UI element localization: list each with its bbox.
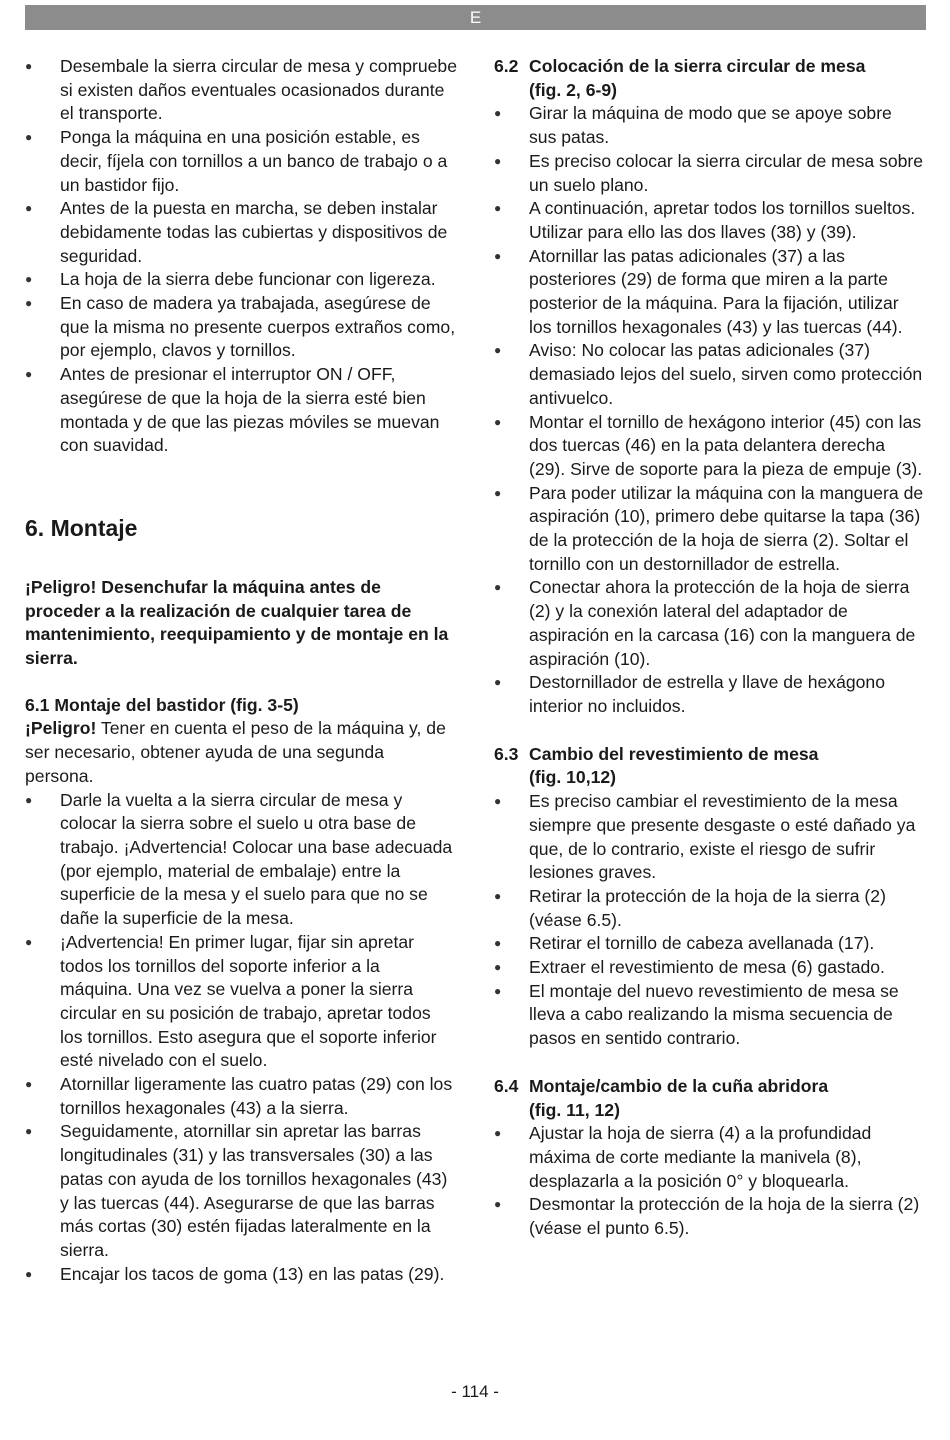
danger-label: ¡Peligro! (25, 718, 97, 739)
language-label: E (469, 8, 482, 27)
page-number: - 114 - (451, 1382, 499, 1401)
subsection-title-6-4: 6.4 Montaje/cambio de la cuña abridora (fig. 11, 12) (494, 1075, 829, 1120)
list-item: ● Atornillar ligeramente las cuatro patas (29) con los tornillos hexagonales (43) a la sierra. (25, 1073, 457, 1120)
list-item: ● Es preciso cambiar el revestimiento de la mesa siempre que presente desgaste o esté dañado ya que, de lo contrario, existe el riesgo de sufrir lesiones graves. (494, 790, 924, 885)
frame-assembly-list (25, 789, 457, 1287)
subsection-title-6-3: 6.3 Cambio del revestimiento de mesa (fig. 10,12) (494, 743, 819, 788)
list-item: ● Retirar el tornillo de cabeza avellanada (17). (494, 932, 924, 956)
language-header-bar (25, 5, 926, 30)
list-item: ● Aviso: No colocar las patas adicionales (37) demasiado lejos del suelo, sirven como protección antivuelco. (494, 339, 924, 410)
list-item: ● En caso de madera ya trabajada, asegúrese de que la misma no presente cuerpos extraños como, por ejemplo, clavos y tornillos. (25, 292, 457, 363)
table-insert-list (494, 790, 924, 1051)
list-item: ● Antes de la puesta en marcha, se deben instalar debidamente todas las cubiertas y dispositivos de seguridad. (25, 197, 457, 268)
list-item: ● Desmontar la protección de la hoja de la sierra (2) (véase el punto 6.5). (494, 1193, 924, 1240)
list-item: ● Extraer el revestimiento de mesa (6) gastado. (494, 956, 924, 980)
list-item: ● Destornillador de estrella y llave de hexágono interior no incluidos. (494, 671, 924, 718)
list-item: ● A continuación, apretar todos los tornillos sueltos. Utilizar para ello las dos llaves (38) y (39). (494, 197, 924, 244)
list-item: ● Atornillar las patas adicionales (37) a las posteriores (29) de forma que miren a la parte posterior de la máquina. Para la fijación, utilizar los tornillos hexagonales (43) y las tuercas (44). (494, 245, 924, 340)
list-item: ● Darle la vuelta a la sierra circular de mesa y colocar la sierra sobre el suelo u otra base de trabajo. ¡Advertencia! Colocar una base adecuada (por ejemplo, material de embalaje) entre la superficie de la mesa y el suelo para que no se dañe la superficie de la mesa. (25, 789, 457, 931)
list-item: ● El montaje del nuevo revestimiento de mesa se lleva a cabo realizando la misma secuencia de pasos en sentido contrario. (494, 980, 924, 1051)
list-item: ● Montar el tornillo de hexágono interior (45) con las dos tuercas (46) en la pata delantera derecha (29). Sirve de soporte para la pieza de empuje (3). (494, 411, 924, 482)
danger-paragraph (25, 717, 457, 788)
placement-list (494, 102, 924, 718)
left-column (25, 55, 457, 1286)
list-item: ● La hoja de la sierra debe funcionar con ligereza. (25, 268, 457, 292)
list-item: ● Seguidamente, atornillar sin apretar las barras longitudinales (31) y las transversales (30) a las patas con ayuda de los tornillos hexagonales (43) y las tuercas (44). Asegurarse de que las barras más cortas (30) estén fijadas lateralmente en la sierra. (25, 1120, 457, 1262)
list-item: ● Ajustar la hoja de sierra (4) a la profundidad máxima de corte mediante la manivela (8), desplazarla a la posición 0° y bloquearla. (494, 1122, 924, 1193)
right-column (494, 55, 924, 1241)
intro-bullet-list (25, 55, 457, 458)
list-item: ● Ponga la máquina en una posición estable, es decir, fíjela con tornillos a un banco de trabajo o a un bastidor fijo. (25, 126, 457, 197)
danger-note: ¡Peligro! Desenchufar la máquina antes de proceder a la realización de cualquier tarea de mantenimiento, reequipamiento y de montaje en la sierra. (25, 576, 449, 669)
list-item: ● Conectar ahora la protección de la hoja de sierra (2) y la conexión lateral del adaptador de aspiración en la carcasa (16) con la manguera de aspiración (10). (494, 576, 924, 671)
list-item: ● Antes de presionar el interruptor ON / OFF, asegúrese de que la hoja de la sierra esté bien montada y de que las piezas móviles se muevan con suavidad. (25, 363, 457, 458)
list-item: ● Para poder utilizar la máquina con la manguera de aspiración (10), primero debe quitarse la tapa (36) de la protección de la hoja de sierra (2). Soltar el tornillo con un destornillador de estrella. (494, 482, 924, 577)
list-item: ● Retirar la protección de la hoja de la sierra (2) (véase 6.5). (494, 885, 924, 932)
subsection-title-6-2: 6.2 Colocación de la sierra circular de mesa (fig. 2, 6-9) (494, 56, 866, 100)
list-item: ● Encajar los tacos de goma (13) en las patas (29). (25, 1263, 457, 1287)
list-item: ● Es preciso colocar la sierra circular de mesa sobre un suelo plano. (494, 150, 924, 197)
section-title: 6. Montaje (25, 514, 138, 541)
subsection-title-6-1: 6.1 Montaje del bastidor (fig. 3-5) (25, 694, 299, 715)
list-item: ● ¡Advertencia! En primer lugar, fijar sin apretar todos los tornillos del soporte inferior a la máquina. Una vez se vuelva a poner la sierra circular en su posición de trabajo, apretar todos los tornillos. Esto asegura que el soporte inferior esté nivelado con el suelo. (25, 931, 457, 1073)
riving-knife-list (494, 1122, 924, 1241)
list-item: ● Girar la máquina de modo que se apoye sobre sus patas. (494, 102, 924, 149)
list-item: ● Desembale la sierra circular de mesa y compruebe si existen daños eventuales ocasionados durante el transporte. (25, 55, 457, 126)
danger-text: Tener en cuenta el peso de la máquina y, de ser necesario, obtener ayuda de una segunda persona. (25, 718, 446, 786)
